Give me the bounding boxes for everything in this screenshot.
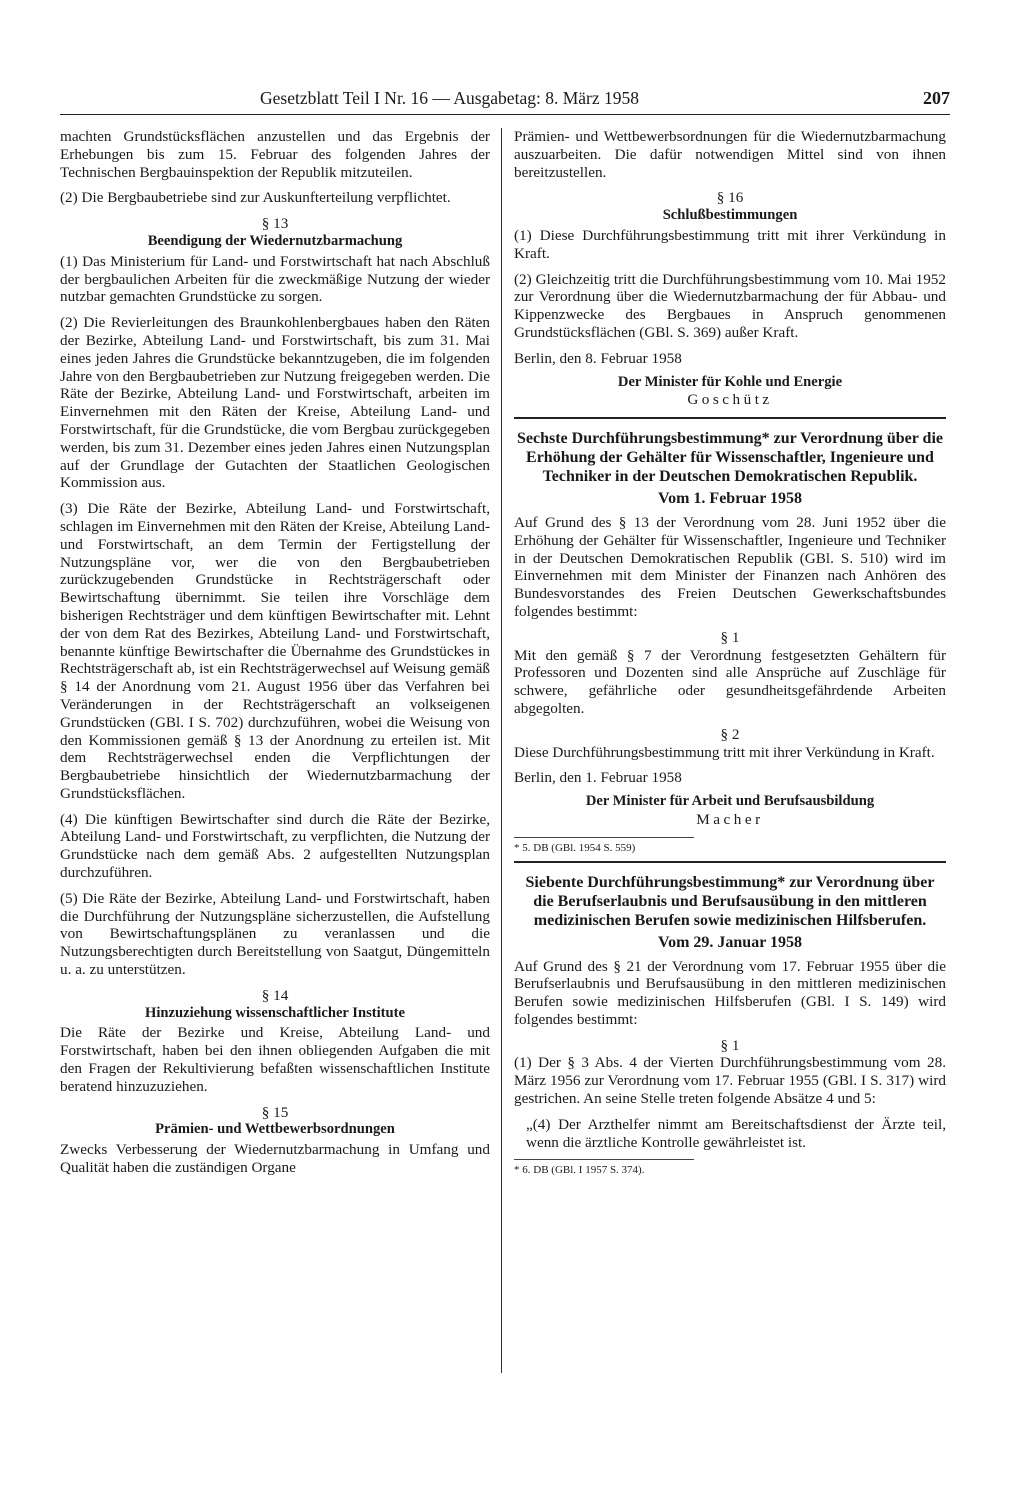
paragraph: (5) Die Räte der Bezirke, Abteilung Land- und Forstwirtschaft, haben die Durchführung der Nutzungspläne sicherzustellen, die Aufstellung von Bewirtschaftungsplänen zu veranlassen und die Nutzungsberechtigten durch Bereitstellung von Saatgut, Düngemitteln u. a. zu unterstützen. — [60, 889, 490, 979]
footnote: * 5. DB (GBl. 1954 S. 559) — [514, 841, 636, 854]
paragraph: (1) Das Ministerium für Land- und Forstwirtschaft hat nach Abschluß der bergbaulichen Arbeiten für die zweckmäßige Nutzung der wieder nutzbar gemachten Grundstücke zu sorgen. — [60, 252, 490, 306]
paragraph: (3) Die Räte der Bezirke, Abteilung Land- und Forstwirtschaft, schlagen im Einvernehmen mit den Räten der Kreise, Abteilung Land- und Forstwirtschaft, an dem Termin der Fertigstellung der Nutzungspläne vor, wer die von den Bergbaubetrieben zurückzugebenden Grundstücke in Rechtsträgerschaft oder Bewirtschaftung übernimmt. Sie teilen ihre Vorschläge dem bisherigen Rechtsträger und dem künftigen Bewirtschafter mit. Lehnt der von dem Rat des Bezirkes, Abteilung Land- und Forstwirtschaft, benannte künftige Bewirtschafter die Übernahme des Grundstückes in Rechtsträgerschaft ab, ist ein Rechtsträgerwechsel auf Weisung gemäß § 14 der Anordnung vom 21. August 1956 über das Verfahren bei Veränderungen in der Rechtsträgerschaft an volkseigenen Grundstücken (GBl. I S. 702) durchzuführen, wobei die Weisung von den Kommissionen gemäß § 13 der Anordnung zu erteilen ist. Mit dem Rechtsträgerwechsel enden die Verpflichtungen der Bergbaubetriebe hinsichtlich der Wiedernutzbarmachung der Grundstücksflächen. — [60, 500, 490, 802]
footnote-rule — [514, 837, 694, 838]
paragraph: Auf Grund des § 21 der Verordnung vom 17. Februar 1955 über die Berufserlaubnis und Berufsausübung in den mittleren medizinischen Berufen sowie medizinischen Hilfsberufen (GBl. I S. 149) wird folgendes bestimmt: — [514, 957, 946, 1028]
section-number: § 15 — [261, 1103, 289, 1121]
quoted-paragraph: „(4) Der Arzthelfer nimmt am Bereitschaftsdienst der Ärzte teil, wenn die ärztliche Kontrolle gewährleistet ist. — [526, 1115, 946, 1151]
paragraph: Mit den gemäß § 7 der Verordnung festgesetzten Gehältern für Professoren und Dozenten sind alle Ansprüche auf Zuschläge für schwere, gefährliche oder gesundheitsgefährdende Arbeiten abgegolten. — [514, 646, 946, 717]
paragraph: (4) Die künftigen Bewirtschafter sind durch die Räte der Bezirke, Abteilung Land- und Forstwirtschaft, zu verpflichten, die Nutzung der Grundstücke nach dem gemäß Abs. 2 aufgestellten Nutzungsplan durchzuführen. — [60, 810, 490, 882]
signatory-name: Macher — [696, 810, 764, 828]
page-header — [60, 88, 950, 115]
separator-rule — [514, 861, 946, 863]
page-number: 207 — [923, 88, 950, 108]
decree-date: Vom 1. Februar 1958 — [658, 490, 802, 508]
section-title: Prämien- und Wettbewerbsordnungen — [155, 1121, 395, 1138]
place-date: Berlin, den 8. Februar 1958 — [514, 349, 682, 367]
section-number: § 13 — [261, 215, 289, 233]
decree-title: Siebente Durchführungsbestimmung* zur Verordnung über die Berufserlaubnis und Berufsausübung in den mittleren medizinischen Berufen sowie medizinischen Hilfsberufen. — [525, 873, 935, 929]
section-title: Schlußbestimmungen — [662, 207, 798, 224]
paragraph: (2) Gleichzeitig tritt die Durchführungsbestimmung vom 10. Mai 1952 zur Verordnung über die Wiedernutzbarmachung der für Abbau- und Kippenzwecke des Bergbaues in Anspruch genommenen Grundstücksflächen (GBl. S. 369) außer Kraft. — [514, 270, 946, 341]
section-number: § 1 — [720, 628, 740, 646]
paragraph: Diese Durchführungsbestimmung tritt mit ihrer Verkündung in Kraft. — [514, 743, 935, 761]
paragraph: Zwecks Verbesserung der Wiedernutzbarmachung in Umfang und Qualität haben die zuständigen Organe — [60, 1141, 490, 1177]
paragraph: (1) Der § 3 Abs. 4 der Vierten Durchführungsbestimmung vom 28. März 1956 zur Verordnung vom 17. Februar 1955 (GBl. I S. 317) wird gestrichen. An seine Stelle treten folgende Absätze 4 und 5: — [514, 1054, 946, 1108]
paragraph: Die Räte der Bezirke und Kreise, Abteilung Land- und Forstwirtschaft, haben bei den ihnen obliegenden Aufgaben die mit den Fragen der Rekultivierung befaßten wissenschaftlichen Institute beratend hinzuzuziehen. — [60, 1024, 490, 1095]
section-title: Hinzuziehung wissenschaftlicher Institute — [144, 1004, 405, 1021]
column-divider — [501, 128, 502, 1373]
paragraph: (2) Die Revierleitungen des Braunkohlenbergbaues haben den Räten der Bezirke, Abteilung Land- und Forstwirtschaft, bis zum 31. Mai eines jeden Jahres die Grundstücke bekanntzugeben, die im folgenden Jahre von den Bergbaubetrieben zur Nutzung freigegeben werden. Die Räte der Bezirke, Abteilung Land- und Forstwirtschaft, arbeiten im Einvernehmen mit den Räten der Kreise, Abteilung Land- und Forstwirtschaft, für die Grundstücke, die vom Bergbau zurückgegeben werden, bis zum 31. Dezember eines jeden Jahres einen Nutzungsplan auf der Grundlage der Gutachten der Staatlichen Geologischen Kommission aus. — [60, 314, 490, 492]
paragraph: Prämien- und Wettbewerbsordnungen für die Wiedernutzbarmachung auszuarbeiten. Die dafür notwendigen Mittel sind von ihnen bereitzustellen. — [514, 128, 946, 181]
section-number: § 2 — [720, 725, 740, 743]
minister-title: Der Minister für Arbeit und Berufsausbildung — [585, 793, 875, 810]
paragraph: (1) Diese Durchführungsbestimmung tritt mit ihrer Verkündung in Kraft. — [514, 226, 946, 262]
paragraph: Auf Grund des § 13 der Verordnung vom 28. Juni 1952 über die Erhöhung der Gehälter für Wissenschaftler, Ingenieure und Techniker in der Deutschen Demokratischen Republik (GBl. S. 510) wird im Einvernehmen mit dem Minister der Finanzen nach Anhören des Bundesvorstandes des Freien Deutschen Gewerkschaftsbundes folgendes bestimmt: — [514, 513, 946, 620]
section-number: § 16 — [716, 189, 744, 207]
section-number: § 1 — [720, 1036, 740, 1054]
left-column — [60, 128, 490, 1185]
footnote-rule — [514, 1159, 694, 1160]
decree-date: Vom 29. Januar 1958 — [657, 933, 803, 951]
signatory-name: Goschütz — [687, 391, 773, 409]
header-title: Gesetzblatt Teil I Nr. 16 — Ausgabetag: 8. März 1958 — [260, 88, 639, 108]
footnote: * 6. DB (GBl. I 1957 S. 374). — [514, 1164, 645, 1177]
section-title: Beendigung der Wiedernutzbarmachung — [147, 232, 403, 249]
minister-title: Der Minister für Kohle und Energie — [617, 373, 843, 390]
paragraph: machten Grundstücksflächen anzustellen und das Ergebnis der Erhebungen bis zum 15. Februar des folgenden Jahres der Technischen Bergbauinspektion der Republik mitzuteilen. — [60, 128, 490, 181]
paragraph: (2) Die Bergbaubetriebe sind zur Auskunfterteilung verpflichtet. — [60, 189, 451, 207]
decree-title: Sechste Durchführungsbestimmung* zur Verordnung über die Erhöhung der Gehälter für Wissenschaftler, Ingenieure und Techniker in der Deutschen Demokratischen Republik. — [517, 430, 943, 486]
place-date: Berlin, den 1. Februar 1958 — [514, 769, 682, 787]
separator-rule — [514, 417, 946, 419]
section-number: § 14 — [261, 986, 289, 1004]
right-column — [514, 128, 946, 1183]
